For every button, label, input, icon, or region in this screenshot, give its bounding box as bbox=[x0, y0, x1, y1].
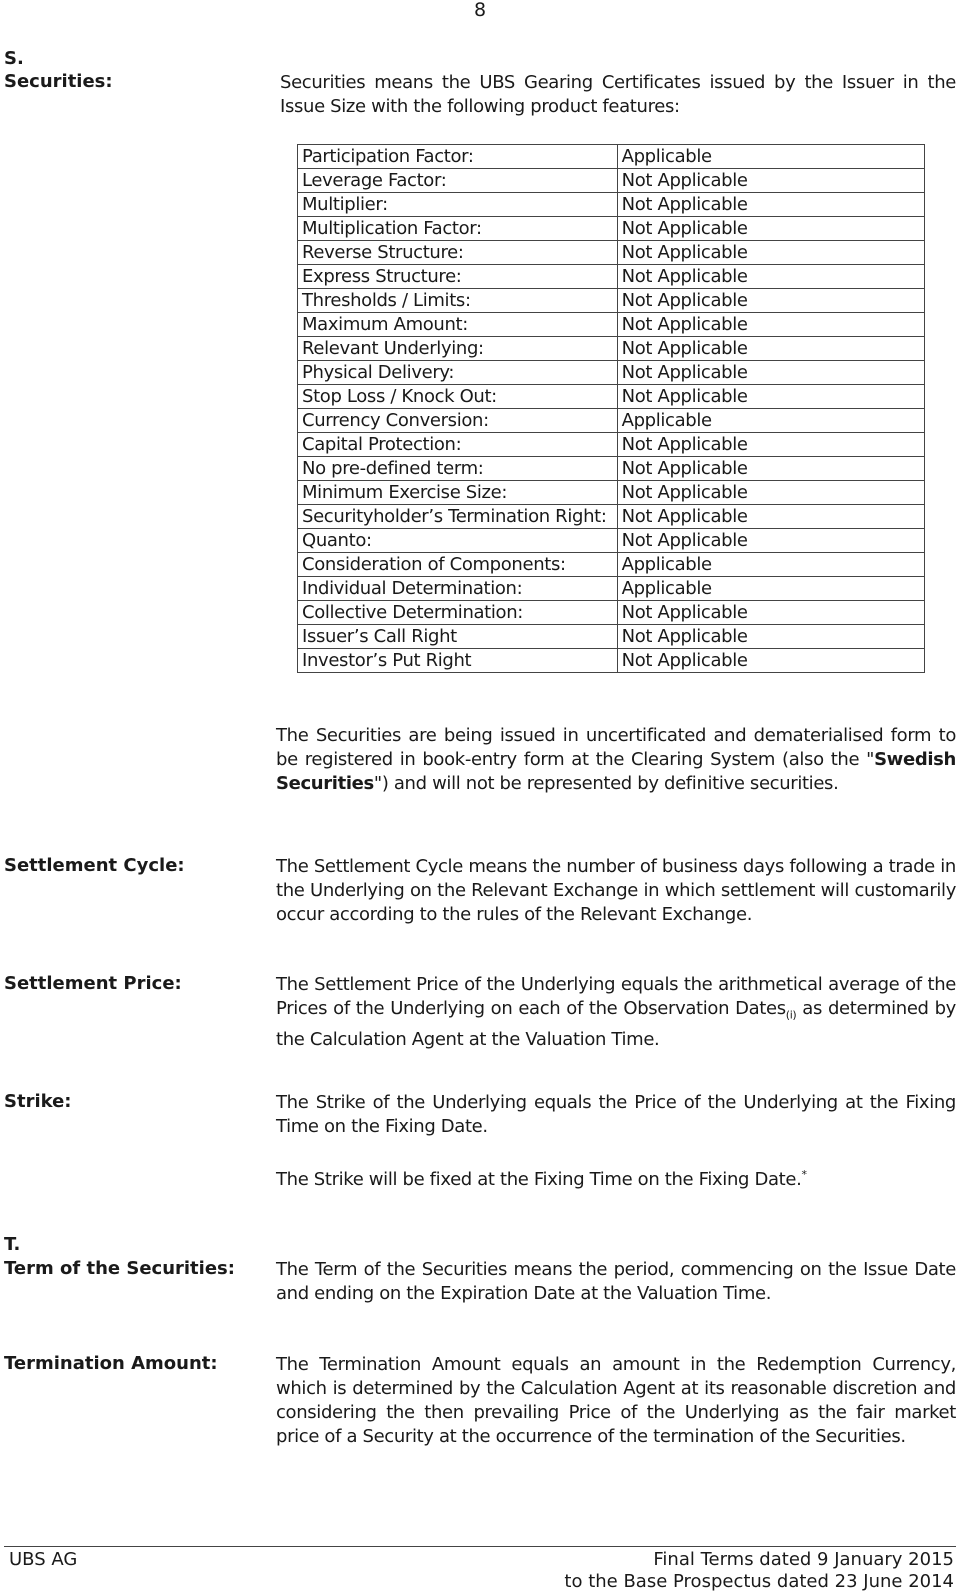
feature-value: Not Applicable bbox=[617, 529, 924, 553]
footer-final-terms-date: Final Terms dated 9 January 2015 bbox=[653, 1549, 954, 1570]
feature-row bbox=[298, 145, 925, 169]
strike-definition: The Strike of the Underlying equals the Price of the Underlying at the Fixing Time on the Fixing Date. bbox=[276, 1092, 956, 1137]
feature-label: Collective Determination: bbox=[298, 601, 618, 625]
feature-label: Maximum Amount: bbox=[298, 313, 618, 337]
product-features-table bbox=[297, 144, 925, 673]
strike-fixing-text: The Strike will be fixed at the Fixing Time on the Fixing Date. bbox=[276, 1169, 802, 1190]
settlement-price-text-before: The Settlement Price of the Underlying equals the arithmetical average of the Prices of the Underlying on each of the Observation Dates bbox=[276, 974, 956, 1019]
page-number: 8 bbox=[473, 0, 487, 21]
feature-row bbox=[298, 193, 925, 217]
strike-fixing-note bbox=[276, 1163, 956, 1192]
feature-value: Not Applicable bbox=[617, 433, 924, 457]
feature-row bbox=[298, 385, 925, 409]
feature-label: No pre-defined term: bbox=[298, 457, 618, 481]
securities-definition: Securities means the UBS Gearing Certificates issued by the Issuer in the Issue Size with the following product features: bbox=[280, 72, 956, 117]
footnote-mark: * bbox=[801, 1168, 807, 1181]
term-settlement-cycle: Settlement Cycle: bbox=[4, 855, 185, 876]
feature-value: Not Applicable bbox=[617, 289, 924, 313]
feature-row bbox=[298, 265, 925, 289]
settlement-price-text-after: as determined by the Calculation Agent at the Valuation Time. bbox=[276, 998, 956, 1050]
feature-label: Consideration of Components: bbox=[298, 553, 618, 577]
feature-label: Minimum Exercise Size: bbox=[298, 481, 618, 505]
feature-value: Not Applicable bbox=[617, 385, 924, 409]
observation-dates-subscript: (i) bbox=[785, 1008, 797, 1022]
feature-value: Not Applicable bbox=[617, 313, 924, 337]
feature-value: Applicable bbox=[617, 409, 924, 433]
term-term-of-securities: Term of the Securities: bbox=[4, 1258, 235, 1279]
term-termination-amount: Termination Amount: bbox=[4, 1353, 218, 1374]
footer-base-prospectus-date: to the Base Prospectus dated 23 June 2014 bbox=[564, 1571, 954, 1592]
settlement-price-definition bbox=[276, 973, 956, 1052]
feature-value: Not Applicable bbox=[617, 193, 924, 217]
feature-label: Individual Determination: bbox=[298, 577, 618, 601]
form-text-before: The Securities are being issued in uncertificated and dematerialised form to be registered in book-entry form at the Clearing System (also the " bbox=[276, 725, 956, 770]
feature-value: Not Applicable bbox=[617, 361, 924, 385]
feature-row bbox=[298, 289, 925, 313]
term-of-securities-definition: The Term of the Securities means the period, commencing on the Issue Date and ending on the Expiration Date at the Valuation Time. bbox=[276, 1259, 956, 1304]
feature-label: Issuer’s Call Right bbox=[298, 625, 618, 649]
feature-label: Reverse Structure: bbox=[298, 241, 618, 265]
feature-row bbox=[298, 313, 925, 337]
feature-row bbox=[298, 217, 925, 241]
feature-row bbox=[298, 457, 925, 481]
feature-label: Multiplier: bbox=[298, 193, 618, 217]
settlement-cycle-definition: The Settlement Cycle means the number of business days following a trade in the Underlying on the Relevant Exchange in which settlement will customarily occur according to the rules of the Relevant Exchange. bbox=[276, 856, 956, 925]
feature-value: Not Applicable bbox=[617, 601, 924, 625]
feature-value: Not Applicable bbox=[617, 505, 924, 529]
feature-label: Physical Delivery: bbox=[298, 361, 618, 385]
securities-form-paragraph bbox=[276, 724, 956, 796]
feature-value: Not Applicable bbox=[617, 217, 924, 241]
feature-label: Stop Loss / Knock Out: bbox=[298, 385, 618, 409]
feature-value: Not Applicable bbox=[617, 457, 924, 481]
feature-row bbox=[298, 481, 925, 505]
feature-row bbox=[298, 601, 925, 625]
feature-row bbox=[298, 529, 925, 553]
feature-label: Relevant Underlying: bbox=[298, 337, 618, 361]
feature-label: Capital Protection: bbox=[298, 433, 618, 457]
feature-row bbox=[298, 649, 925, 673]
feature-label: Securityholder’s Termination Right: bbox=[298, 505, 618, 529]
feature-label: Leverage Factor: bbox=[298, 169, 618, 193]
footer-rule bbox=[4, 1546, 956, 1547]
feature-value: Not Applicable bbox=[617, 481, 924, 505]
footer-dates bbox=[564, 1549, 954, 1593]
termination-amount-definition: The Termination Amount equals an amount in the Redemption Currency, which is determined by the Calculation Agent at its reasonable discretion and considering the then prevailing Price of the Underlying as the fair market price of a Security at the occurrence of the termination of the Securities. bbox=[276, 1354, 956, 1447]
feature-row bbox=[298, 241, 925, 265]
feature-value: Not Applicable bbox=[617, 169, 924, 193]
feature-value: Not Applicable bbox=[617, 625, 924, 649]
feature-value: Applicable bbox=[617, 145, 924, 169]
feature-row bbox=[298, 577, 925, 601]
feature-row bbox=[298, 505, 925, 529]
feature-row bbox=[298, 169, 925, 193]
feature-value: Not Applicable bbox=[617, 337, 924, 361]
feature-label: Investor’s Put Right bbox=[298, 649, 618, 673]
term-strike: Strike: bbox=[4, 1091, 72, 1112]
footer-issuer: UBS AG bbox=[9, 1549, 78, 1570]
feature-label: Quanto: bbox=[298, 529, 618, 553]
feature-row bbox=[298, 409, 925, 433]
feature-value: Not Applicable bbox=[617, 241, 924, 265]
term-settlement-price: Settlement Price: bbox=[4, 973, 182, 994]
section-letter-t: T. bbox=[4, 1234, 21, 1255]
feature-value: Applicable bbox=[617, 577, 924, 601]
feature-row bbox=[298, 553, 925, 577]
feature-value: Not Applicable bbox=[617, 649, 924, 673]
swedish-securities-term: Swedish Securities bbox=[276, 749, 956, 794]
feature-label: Thresholds / Limits: bbox=[298, 289, 618, 313]
feature-row bbox=[298, 433, 925, 457]
feature-label: Multiplication Factor: bbox=[298, 217, 618, 241]
feature-row bbox=[298, 625, 925, 649]
feature-row bbox=[298, 361, 925, 385]
feature-label: Participation Factor: bbox=[298, 145, 618, 169]
feature-value: Not Applicable bbox=[617, 265, 924, 289]
feature-label: Express Structure: bbox=[298, 265, 618, 289]
form-text-after: ") and will not be represented by definitive securities. bbox=[373, 773, 839, 794]
feature-label: Currency Conversion: bbox=[298, 409, 618, 433]
term-securities: Securities: bbox=[4, 71, 113, 92]
section-letter-s: S. bbox=[4, 48, 24, 69]
feature-value: Applicable bbox=[617, 553, 924, 577]
feature-row bbox=[298, 337, 925, 361]
